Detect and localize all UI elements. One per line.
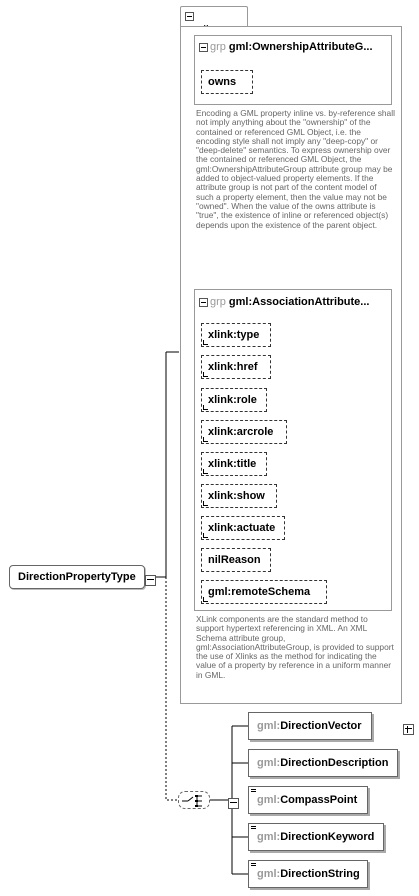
- choice-compositor[interactable]: [178, 791, 210, 809]
- namespace-prefix: gml:: [257, 831, 281, 843]
- attribute-xlink-actuate[interactable]: xlink:actuate: [201, 516, 285, 540]
- namespace-prefix: gml:: [257, 868, 281, 880]
- choice-icon: [179, 792, 211, 810]
- group-prefix: grp: [210, 296, 226, 308]
- collapse-icon[interactable]: [199, 43, 208, 52]
- element-direction-string[interactable]: [248, 860, 368, 888]
- attribute-xlink-role[interactable]: xlink:role: [201, 388, 267, 412]
- association-documentation: XLink components are the standard method to support hypertext referencing in XML. An XML Schema attribute group, gml:AssociationAttributeGroup, is provided to support the use of Xlinks as the method for indicating the value of a property by reference in a uniform manner in GML.: [196, 614, 394, 680]
- attribute-xlink-title[interactable]: xlink:title: [201, 452, 267, 476]
- group-name: gml:AssociationAttribute...: [228, 296, 370, 308]
- element-direction-description[interactable]: [248, 749, 398, 777]
- attribute-xlink-href[interactable]: xlink:href: [201, 355, 271, 379]
- element-name: DirectionString: [280, 868, 360, 880]
- root-type-name: DirectionPropertyType: [18, 571, 136, 583]
- group-name: gml:OwnershipAttributeG...: [228, 41, 373, 53]
- simple-type-icon: [251, 863, 256, 864]
- element-name: CompassPoint: [280, 794, 358, 806]
- root-complex-type[interactable]: [9, 565, 145, 589]
- namespace-prefix: gml:: [257, 757, 281, 769]
- element-name: DirectionVector: [280, 720, 362, 732]
- attribute-gml-remote-schema[interactable]: gml:remoteSchema: [201, 580, 327, 604]
- attribute-xlink-arcrole[interactable]: xlink:arcrole: [201, 420, 287, 444]
- simple-type-icon: [251, 826, 256, 827]
- element-direction-keyword[interactable]: [248, 823, 384, 851]
- attributes-tab[interactable]: [180, 6, 248, 26]
- namespace-prefix: gml:: [257, 794, 281, 806]
- group-prefix: grp: [210, 41, 226, 53]
- collapse-icon[interactable]: [228, 798, 239, 809]
- ownership-documentation: Encoding a GML property inline vs. by-reference shall not imply anything about the "ownership" of the contained or referenced GML Object, i.e. the encoding style shall not imply any "deep-copy" or "deep-delete" semantics. To express ownership over the contained or referenced GML Object, the gml:OwnershipAttributeGroup attribute group may be added to object-valued property elements. If the attribute group is not part of the content model of such a property element, then the value may not be "owned". When the value of the owns attribute is "true", the existence of inline or referenced object(s) depends upon the existence of the parent object.: [196, 108, 395, 230]
- attribute-xlink-type[interactable]: xlink:type: [201, 323, 271, 347]
- collapse-icon[interactable]: [185, 12, 194, 21]
- collapse-icon[interactable]: [145, 575, 156, 586]
- attribute-owns[interactable]: owns: [201, 70, 253, 94]
- collapse-icon[interactable]: [199, 298, 208, 307]
- attribute-xlink-show[interactable]: xlink:show: [201, 484, 277, 508]
- expand-icon[interactable]: [403, 724, 414, 735]
- element-name: DirectionDescription: [280, 757, 389, 769]
- element-direction-vector[interactable]: [248, 712, 372, 740]
- simple-type-icon: [251, 789, 256, 790]
- element-compass-point[interactable]: [248, 786, 368, 814]
- attribute-nil-reason[interactable]: nilReason: [201, 548, 271, 572]
- element-name: DirectionKeyword: [280, 831, 375, 843]
- namespace-prefix: gml:: [257, 720, 281, 732]
